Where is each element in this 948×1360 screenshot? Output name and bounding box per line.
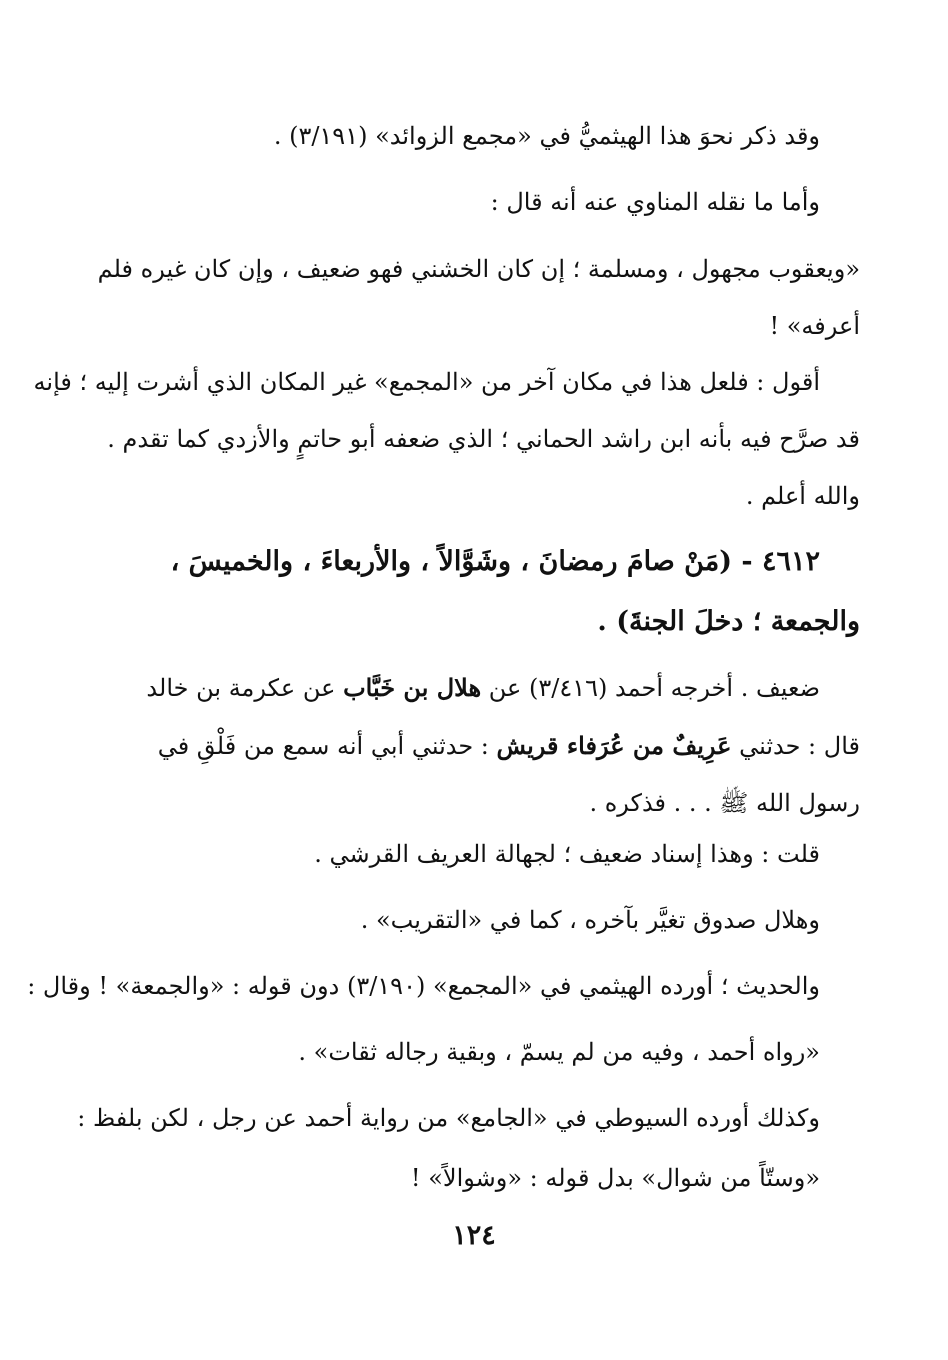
paragraph-takhrij [88,659,860,832]
paragraph-suyuti-note [77,1090,860,1147]
paragraph-majma-quote [88,1024,860,1081]
text-line: والحديث ؛ أورده الهيثمي في «المجمع» (٣/١٩٠) دون قوله : «والجمعة» ! وقال : [27,972,820,1000]
paragraph-hilal-note [88,892,860,949]
text-run: عن عكرمة بن خالد [146,674,344,702]
text-line [88,659,860,717]
text-line: أعرفه» ! [769,312,860,340]
text-line: وأما ما نقله المناوي عنه أنه قال : [490,188,820,216]
text-line [88,717,860,775]
paragraph-grading [88,826,860,883]
narrator-name: هلال بن خَبَّاب [343,673,482,702]
paragraph-author-comment [33,354,860,525]
narrator-name: عَرِيفٌ من عُرَفاء قريش [496,731,732,760]
paragraph-munawi-quote [88,241,860,355]
text-run: ضعيف . أخرجه أحمد (٣/٤١٦) عن [481,674,820,702]
text-line: «وستّاً من شوال» بدل قوله : «وشوالاً» ! [410,1164,820,1192]
paragraph-suyuti-quote [88,1150,860,1207]
text-line: رسول الله ﷺ . . . فذكره . [589,789,860,817]
paragraph-haythami-note [88,108,860,165]
hadith-heading [88,532,860,652]
page-number: ١٢٤ [452,1220,496,1251]
text-line: أقول : فلعل هذا في مكان آخر من «المجمع» غير المكان الذي أشرت إليه ؛ فإنه [33,368,820,396]
text-line: والله أعلم . [745,482,860,510]
text-line: «ويعقوب مجهول ، ومسلمة ؛ إن كان الخشني فهو ضعيف ، وإن كان غيره فلم [97,255,860,283]
paragraph-majma-note [27,958,860,1015]
text-line: قلت : وهذا إسناد ضعيف ؛ لجهالة العريف القرشي . [314,840,820,868]
text-line: قد صرَّح فيه بأنه ابن راشد الحماني ؛ الذي ضعفه أبو حاتمٍ والأزدي كما تقدم . [107,425,860,453]
hadith-text-line: والجمعة ؛ دخلَ الجنةَ) . [597,606,860,637]
paragraph-munawi-intro [88,174,860,231]
text-line: وقد ذكر نحوَ هذا الهيثميُّ في «مجمع الزوائد» (٣/١٩١) . [273,122,820,150]
text-run: قال : حدثني [731,732,860,760]
text-line: «رواه أحمد ، وفيه من لم يسمّ ، وبقية رجاله ثقات» . [298,1038,820,1066]
text-run: : حدثني أبي أنه سمع من فَلْقِ في [157,732,497,760]
text-line: وهلال صدوق تغيَّر بآخره ، كما في «التقريب» . [360,906,820,934]
hadith-text-line: ٤٦١٢ - (مَنْ صامَ رمضانَ ، وشَوَّالاً ، والأربعاءَ ، والخميسَ ، [170,546,820,577]
text-line: وكذلك أورده السيوطي في «الجامع» من رواية أحمد عن رجل ، لكن بلفظ : [77,1104,820,1132]
